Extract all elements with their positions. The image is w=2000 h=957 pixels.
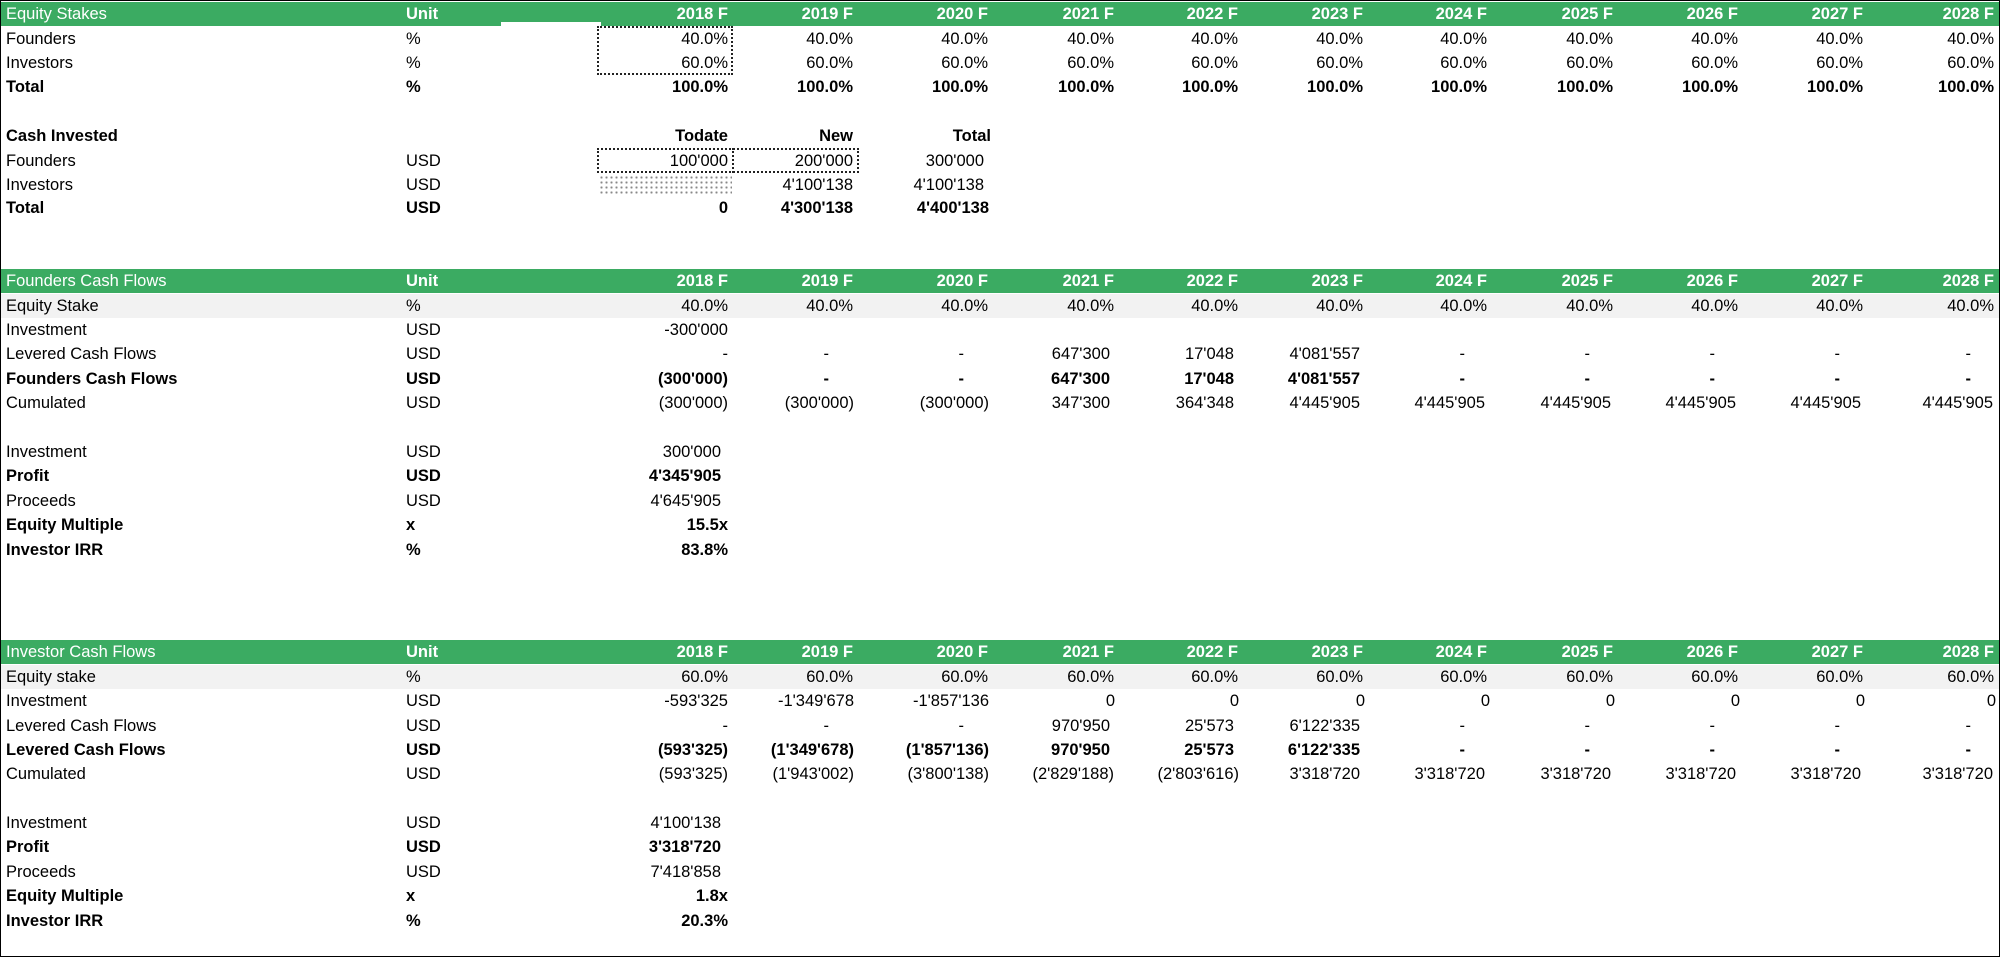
summary-row (1, 835, 1999, 859)
cell[interactable]: 4'300'138 (780, 199, 853, 217)
cell[interactable]: 83.8% (681, 541, 728, 559)
cell[interactable]: - (958, 717, 964, 735)
total-row (1, 738, 1999, 762)
cell[interactable]: 4'445'905 (1540, 394, 1611, 412)
unit-header: Unit (406, 272, 439, 290)
year-header[interactable]: 2024 F (1435, 643, 1487, 661)
cell[interactable]: 647'300 (1051, 345, 1110, 363)
cell[interactable]: 6'122'335 (1289, 717, 1360, 735)
row-unit: USD (406, 765, 441, 783)
cell[interactable]: 40.0% (681, 297, 728, 315)
cell[interactable]: 3'318'720 (1540, 765, 1611, 783)
row-unit: % (406, 912, 421, 930)
year-header[interactable]: 2026 F (1686, 5, 1738, 23)
row-unit: USD (406, 345, 441, 363)
row-unit: % (406, 668, 421, 686)
cell[interactable]: 100.0% (1938, 78, 1994, 96)
cell[interactable]: 4'445'905 (1790, 394, 1861, 412)
year-header[interactable]: 2018 F (676, 272, 728, 290)
table-row (1, 714, 1999, 738)
row-label: Levered Cash Flows (6, 741, 166, 759)
year-header[interactable]: 2023 F (1311, 272, 1363, 290)
cell[interactable]: -1'857'136 (912, 692, 989, 710)
unit-header: Unit (406, 643, 439, 661)
row-unit: USD (406, 467, 441, 485)
cell[interactable]: 60.0% (1316, 54, 1363, 72)
column-header: New (819, 127, 853, 145)
cell[interactable]: 0 (1730, 692, 1740, 710)
cell[interactable]: 0 (1105, 692, 1115, 710)
cell[interactable]: 100.0% (1807, 78, 1863, 96)
cell[interactable]: (593'325) (658, 741, 728, 759)
cell[interactable]: 100.0% (1682, 78, 1738, 96)
row-label: Profit (6, 467, 50, 485)
table-row (1, 342, 1999, 366)
cell[interactable]: (2'829'188) (1032, 765, 1114, 783)
year-header[interactable]: 2028 F (1942, 5, 1994, 23)
cell[interactable]: 25'573 (1184, 717, 1234, 735)
cell[interactable]: - (958, 370, 964, 388)
year-header[interactable]: 2027 F (1811, 272, 1863, 290)
cell[interactable]: 20.3% (681, 912, 728, 930)
cell[interactable]: - (1709, 717, 1715, 735)
cell[interactable]: 6'122'335 (1287, 741, 1360, 759)
row-label: Proceeds (6, 492, 76, 510)
cell[interactable]: - (1459, 741, 1465, 759)
cell[interactable]: - (1584, 345, 1590, 363)
cell[interactable]: (1'349'678) (770, 741, 854, 759)
row-unit: USD (406, 863, 441, 881)
year-header[interactable]: 2019 F (801, 5, 853, 23)
year-header[interactable]: 2020 F (936, 643, 988, 661)
cell[interactable]: 60.0% (1691, 54, 1738, 72)
row-label: Equity Multiple (6, 516, 124, 534)
total-row (1, 75, 1999, 99)
year-header[interactable]: 2020 F (936, 5, 988, 23)
cell[interactable]: 60.0% (1947, 54, 1994, 72)
cell[interactable]: 40.0% (1566, 297, 1613, 315)
cell[interactable]: - (1709, 345, 1715, 363)
row-unit: USD (406, 492, 441, 510)
row-unit: USD (406, 199, 441, 217)
cell[interactable]: 4'081'557 (1289, 345, 1360, 363)
row-unit: USD (406, 717, 441, 735)
row-label: Levered Cash Flows (6, 345, 157, 363)
cell[interactable]: 4'445'905 (1922, 394, 1993, 412)
cell[interactable]: (593'325) (658, 765, 728, 783)
investor-cf-header-row (1, 640, 1999, 664)
cell[interactable]: 60.0% (941, 668, 988, 686)
cell[interactable]: 40.0% (806, 297, 853, 315)
year-header[interactable]: 2028 F (1942, 272, 1994, 290)
cell[interactable]: 0 (1480, 692, 1490, 710)
cell[interactable]: (300'000) (784, 394, 854, 412)
row-label: Investment (6, 443, 87, 461)
cell[interactable]: 970'950 (1051, 717, 1110, 735)
row-label: Profit (6, 838, 50, 856)
cell[interactable]: 60.0% (1566, 54, 1613, 72)
table-row (1, 762, 1999, 786)
year-header[interactable]: 2028 F (1942, 643, 1994, 661)
cell[interactable]: - (1965, 345, 1971, 363)
cell[interactable]: 300'000 (925, 152, 984, 170)
year-header[interactable]: 2023 F (1311, 5, 1363, 23)
cell[interactable]: - (1709, 370, 1715, 388)
cell[interactable]: 347'300 (1051, 394, 1110, 412)
year-header[interactable]: 2026 F (1686, 272, 1738, 290)
year-header[interactable]: 2025 F (1561, 643, 1613, 661)
cell[interactable]: 3'318'720 (1922, 765, 1993, 783)
cell[interactable]: (3'800'138) (907, 765, 989, 783)
year-header[interactable]: 2025 F (1561, 272, 1613, 290)
cell[interactable]: - (1459, 370, 1465, 388)
cell[interactable]: - (1584, 717, 1590, 735)
row-unit: % (406, 54, 421, 72)
year-header[interactable]: 2021 F (1062, 272, 1114, 290)
cell[interactable]: - (722, 345, 728, 363)
cell[interactable]: 4'100'138 (913, 176, 984, 194)
cell[interactable]: 3'318'720 (1665, 765, 1736, 783)
cell[interactable]: 25'573 (1184, 741, 1234, 759)
row-label: Founders (6, 152, 76, 170)
cell[interactable]: - (958, 345, 964, 363)
row-unit: USD (406, 152, 441, 170)
cell[interactable]: - (1584, 741, 1590, 759)
year-header[interactable]: 2022 F (1186, 5, 1238, 23)
row-label: Founders (6, 30, 76, 48)
row-label: Total (6, 78, 45, 96)
cell[interactable]: 40.0% (1816, 30, 1863, 48)
row-label: Investors (6, 176, 73, 194)
cell[interactable]: 3'318'720 (1414, 765, 1485, 783)
cash-invested-header-row (1, 124, 1999, 148)
table-row (1, 294, 1999, 318)
cell[interactable]: (300'000) (658, 394, 728, 412)
cell[interactable]: 100.0% (1058, 78, 1114, 96)
cell[interactable]: 0 (1855, 692, 1865, 710)
cell[interactable]: 40.0% (681, 30, 728, 48)
summary-row (1, 811, 1999, 835)
table-row (1, 51, 1999, 75)
cell[interactable]: - (1459, 345, 1465, 363)
total-row (1, 367, 1999, 391)
cell[interactable]: -593'325 (664, 692, 728, 710)
row-unit: x (406, 887, 416, 905)
cell[interactable]: 100.0% (1431, 78, 1487, 96)
row-label: Levered Cash Flows (6, 717, 157, 735)
cell[interactable]: 60.0% (1566, 668, 1613, 686)
cell[interactable]: (1'857'136) (905, 741, 989, 759)
row-unit: % (406, 30, 421, 48)
row-label: Total (6, 199, 45, 217)
cell[interactable]: 647'300 (1051, 370, 1110, 388)
row-unit: % (406, 541, 421, 559)
table-row (1, 27, 1999, 51)
cell[interactable]: 100.0% (1557, 78, 1613, 96)
section-title: Equity Stakes (6, 5, 107, 23)
summary-row (1, 909, 1999, 933)
cell[interactable]: 40.0% (941, 30, 988, 48)
row-unit: USD (406, 443, 441, 461)
row-label: Investment (6, 692, 87, 710)
cell[interactable]: 60.0% (1191, 668, 1238, 686)
cell[interactable]: - (1965, 741, 1971, 759)
cell[interactable]: 364'348 (1175, 394, 1234, 412)
cell[interactable]: -300'000 (664, 321, 728, 339)
year-header[interactable]: 2020 F (936, 272, 988, 290)
equity-stakes-header-row (1, 2, 1999, 26)
cell[interactable]: 15.5x (686, 516, 728, 534)
cell[interactable]: 60.0% (681, 54, 728, 72)
row-label: Equity Stake (6, 297, 99, 315)
cell[interactable]: - (722, 717, 728, 735)
table-row (1, 149, 1999, 173)
cell[interactable]: 60.0% (806, 668, 853, 686)
cell[interactable]: 40.0% (1316, 297, 1363, 315)
cell[interactable]: - (823, 717, 829, 735)
summary-row (1, 538, 1999, 562)
cell[interactable]: 40.0% (806, 30, 853, 48)
cell[interactable]: 40.0% (1067, 297, 1114, 315)
cell[interactable]: -1'349'678 (777, 692, 854, 710)
cell[interactable]: (300'000) (919, 394, 989, 412)
cell[interactable]: 60.0% (1191, 54, 1238, 72)
cell[interactable]: 4'100'138 (650, 814, 721, 832)
summary-row (1, 513, 1999, 537)
row-label: Investor IRR (6, 912, 104, 930)
cell[interactable]: 0 (1605, 692, 1615, 710)
unit-header: Unit (406, 5, 439, 23)
cell[interactable]: 1.8x (695, 887, 728, 905)
year-header[interactable]: 2023 F (1311, 643, 1363, 661)
cell[interactable]: - (1834, 741, 1840, 759)
summary-row (1, 440, 1999, 464)
cell[interactable]: (1'943'002) (772, 765, 854, 783)
year-header[interactable]: 2026 F (1686, 643, 1738, 661)
row-label: Equity Multiple (6, 887, 124, 905)
cell[interactable]: (2'803'616) (1157, 765, 1239, 783)
cell[interactable]: 40.0% (1440, 30, 1487, 48)
row-unit: x (406, 516, 416, 534)
hatched-empty-cell (599, 175, 732, 195)
total-row (1, 196, 1999, 220)
table-row (1, 173, 1999, 197)
cell[interactable]: 60.0% (1691, 668, 1738, 686)
cell[interactable]: 40.0% (1691, 30, 1738, 48)
year-header[interactable]: 2022 F (1186, 643, 1238, 661)
year-header[interactable]: 2024 F (1435, 5, 1487, 23)
summary-row (1, 489, 1999, 513)
cell[interactable]: 0 (1986, 692, 1996, 710)
cell[interactable]: 17'048 (1184, 370, 1234, 388)
cell[interactable]: 60.0% (681, 668, 728, 686)
header-gap (501, 22, 601, 26)
cell[interactable]: 200'000 (794, 152, 853, 170)
cell[interactable]: - (1834, 370, 1840, 388)
cell[interactable]: 100.0% (932, 78, 988, 96)
section-title: Cash Invested (6, 127, 118, 145)
cell[interactable]: - (1834, 345, 1840, 363)
summary-row (1, 464, 1999, 488)
cell[interactable]: 60.0% (806, 54, 853, 72)
row-label: Investors (6, 54, 73, 72)
cell[interactable]: - (1709, 741, 1715, 759)
year-header[interactable]: 2027 F (1811, 643, 1863, 661)
cell[interactable]: - (1965, 717, 1971, 735)
cell[interactable]: - (1584, 370, 1590, 388)
cell[interactable]: 60.0% (941, 54, 988, 72)
year-header[interactable]: 2018 F (676, 643, 728, 661)
year-header[interactable]: 2021 F (1062, 643, 1114, 661)
cell[interactable]: 40.0% (1440, 297, 1487, 315)
row-unit: USD (406, 321, 441, 339)
summary-row (1, 860, 1999, 884)
cell[interactable]: 100'000 (669, 152, 728, 170)
cell[interactable]: 40.0% (1947, 30, 1994, 48)
cell[interactable]: 40.0% (1947, 297, 1994, 315)
cell[interactable]: 4'445'905 (1665, 394, 1736, 412)
row-unit: USD (406, 394, 441, 412)
cell[interactable]: 3'318'720 (1289, 765, 1360, 783)
cell[interactable]: - (823, 370, 829, 388)
cell[interactable]: 4'445'905 (1414, 394, 1485, 412)
cell[interactable]: 300'000 (662, 443, 721, 461)
row-unit: USD (406, 838, 441, 856)
cell[interactable]: 3'318'720 (1790, 765, 1861, 783)
cell[interactable]: - (1965, 370, 1971, 388)
table-row (1, 318, 1999, 342)
cell[interactable]: 100.0% (797, 78, 853, 96)
row-unit: USD (406, 692, 441, 710)
row-unit: % (406, 78, 421, 96)
cell[interactable]: - (1834, 717, 1840, 735)
year-header[interactable]: 2019 F (801, 272, 853, 290)
cell[interactable]: 4'445'905 (1289, 394, 1360, 412)
row-unit: USD (406, 814, 441, 832)
cell[interactable]: 4'100'138 (782, 176, 853, 194)
year-header[interactable]: 2019 F (801, 643, 853, 661)
cell[interactable]: 0 (1229, 692, 1239, 710)
cell[interactable]: 3'318'720 (648, 838, 721, 856)
year-header[interactable]: 2018 F (676, 5, 728, 23)
cell[interactable]: 60.0% (1440, 54, 1487, 72)
row-label: Proceeds (6, 863, 76, 881)
founders-cf-header-row (1, 269, 1999, 293)
cell[interactable]: 7'418'858 (650, 863, 721, 881)
table-row (1, 391, 1999, 415)
cell[interactable]: 60.0% (1067, 668, 1114, 686)
row-unit: USD (406, 370, 441, 388)
cell[interactable]: 40.0% (941, 297, 988, 315)
cell[interactable]: - (823, 345, 829, 363)
cell[interactable]: 40.0% (1191, 30, 1238, 48)
cell[interactable]: 4'345'905 (648, 467, 721, 485)
summary-row (1, 884, 1999, 908)
row-label: Investor IRR (6, 541, 104, 559)
section-title: Investor Cash Flows (6, 643, 156, 661)
cell[interactable]: - (1459, 717, 1465, 735)
row-label: Investment (6, 814, 87, 832)
year-header[interactable]: 2025 F (1561, 5, 1613, 23)
column-header: Todate (675, 127, 728, 145)
cell[interactable]: 4'645'905 (650, 492, 721, 510)
year-header[interactable]: 2024 F (1435, 272, 1487, 290)
row-unit: % (406, 297, 421, 315)
cell[interactable]: 40.0% (1067, 30, 1114, 48)
cell[interactable]: 100.0% (672, 78, 728, 96)
table-row (1, 689, 1999, 713)
cell[interactable]: 60.0% (1816, 668, 1863, 686)
column-header: Total (952, 127, 991, 145)
cell[interactable]: 60.0% (1316, 668, 1363, 686)
section-title: Founders Cash Flows (6, 272, 167, 290)
cell[interactable]: 40.0% (1566, 30, 1613, 48)
cell[interactable]: 60.0% (1947, 668, 1994, 686)
table-row (1, 665, 1999, 689)
cell[interactable]: 17'048 (1184, 345, 1234, 363)
row-unit: USD (406, 741, 441, 759)
year-header[interactable]: 2027 F (1811, 5, 1863, 23)
cell[interactable]: 40.0% (1316, 30, 1363, 48)
row-unit: USD (406, 176, 441, 194)
cell[interactable]: 40.0% (1191, 297, 1238, 315)
cell[interactable]: 60.0% (1067, 54, 1114, 72)
row-label: Founders Cash Flows (6, 370, 178, 388)
cell[interactable]: (300'000) (658, 370, 728, 388)
cell[interactable]: 100.0% (1307, 78, 1363, 96)
cell[interactable]: 4'081'557 (1287, 370, 1360, 388)
cell[interactable]: 100.0% (1182, 78, 1238, 96)
cell[interactable]: 40.0% (1816, 297, 1863, 315)
row-label: Cumulated (6, 394, 86, 412)
cell[interactable]: 0 (718, 199, 728, 217)
year-header[interactable]: 2021 F (1062, 5, 1114, 23)
cell[interactable]: 0 (1355, 692, 1365, 710)
row-label: Cumulated (6, 765, 86, 783)
row-label: Investment (6, 321, 87, 339)
year-header[interactable]: 2022 F (1186, 272, 1238, 290)
cell[interactable]: 4'400'138 (916, 199, 989, 217)
cell[interactable]: 970'950 (1051, 741, 1110, 759)
cell[interactable]: 60.0% (1440, 668, 1487, 686)
row-label: Equity stake (6, 668, 96, 686)
cell[interactable]: 40.0% (1691, 297, 1738, 315)
cell[interactable]: 60.0% (1816, 54, 1863, 72)
